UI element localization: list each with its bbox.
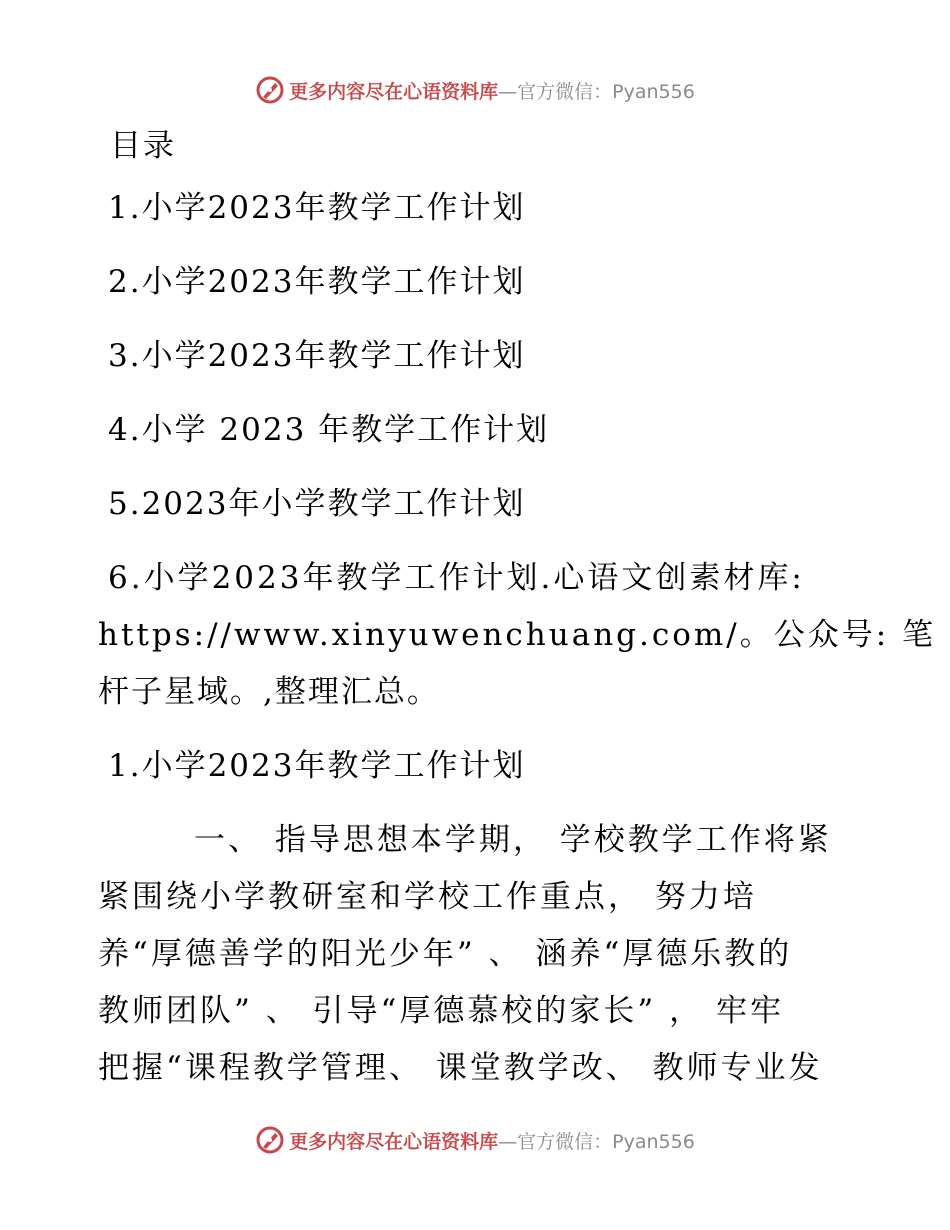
toc-title: 目录 [110, 128, 176, 164]
paragraph-line-3: 养“厚德善学的阳光少年” 、 涵养“厚德乐教的 [98, 936, 793, 972]
paragraph-line-5: 把握“课程教学管理、 课堂教学改、 教师专业发 [98, 1050, 823, 1086]
toc-item-6-line-2: https://www.xinyuwenchuang.com/。公众号: 笔 [98, 617, 937, 653]
pen-logo-icon [255, 75, 285, 105]
paragraph-line-2: 紧围绕小学教研室和学校工作重点， 努力培 [98, 879, 757, 915]
watermark-gray-text: —官方微信：Pyan556 [498, 80, 695, 103]
watermark-gray-text: —官方微信：Pyan556 [498, 1130, 695, 1153]
document-body [98, 118, 937, 1097]
toc-item-5: 5.2023年小学教学工作计划 [108, 486, 526, 522]
toc-item-1: 1.小学2023年教学工作计划 [108, 190, 526, 226]
toc-item-6-line-3: 杆子星域。,整理汇总。 [98, 674, 440, 710]
section-heading: 1.小学2023年教学工作计划 [108, 748, 526, 784]
toc-item-3: 3.小学2023年教学工作计划 [108, 338, 526, 374]
toc-item-2: 2.小学2023年教学工作计划 [108, 264, 526, 300]
header-watermark [0, 70, 950, 110]
watermark-red-text: 更多内容尽在心语资料库 [289, 80, 499, 103]
watermark-red-text: 更多内容尽在心语资料库 [289, 1130, 499, 1153]
footer-watermark [0, 1120, 950, 1160]
toc-item-4: 4.小学 2023 年教学工作计划 [108, 412, 550, 448]
pen-logo-icon [255, 1125, 285, 1155]
toc-item-6: 6.小学2023年教学工作计划.心语文创素材库: [108, 560, 805, 596]
paragraph-line-1: 一、 指导思想本学期， 学校教学工作将紧 [194, 822, 832, 858]
paragraph-line-4: 教师团队” 、 引导“厚德慕校的家长” ， 牢牢 [98, 993, 784, 1029]
